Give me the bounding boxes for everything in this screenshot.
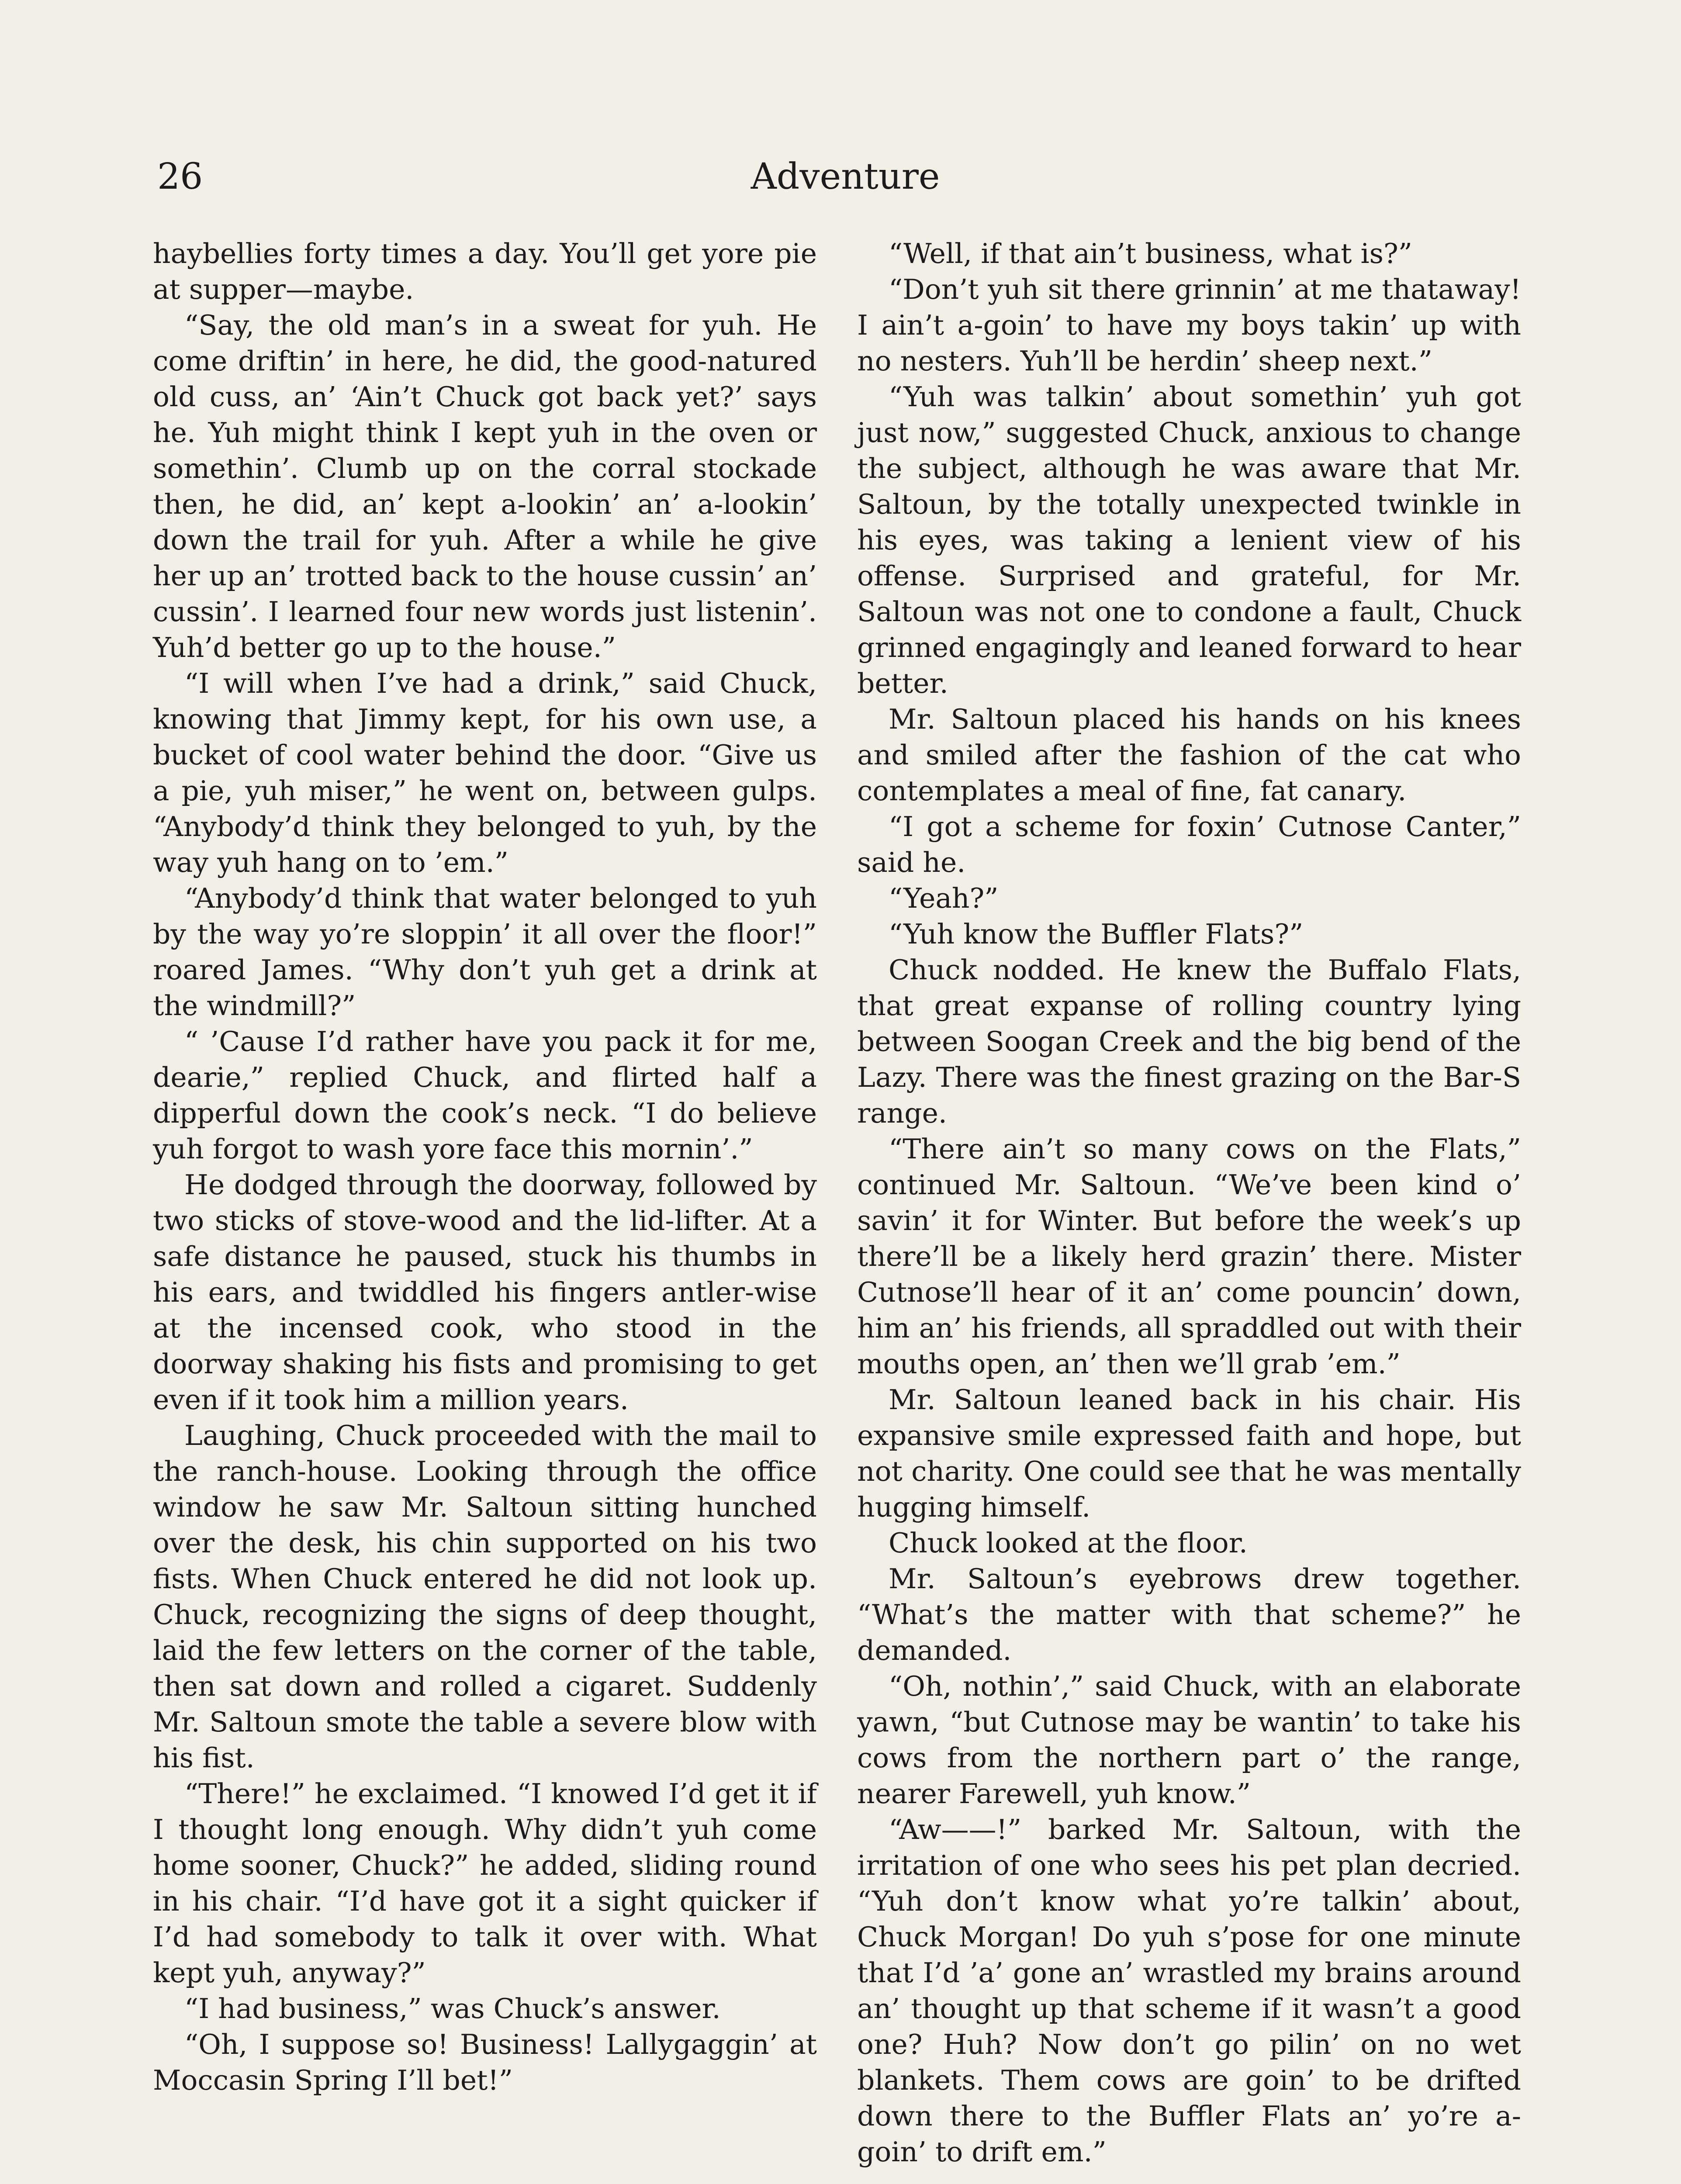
paragraph: Mr. Saltoun leaned back in his chair. His expansive smile expressed faith and hope, but not charity. One could see that he was mentally hugging himself. bbox=[857, 1384, 1521, 1523]
right-column bbox=[857, 236, 1521, 2170]
left-column bbox=[153, 236, 817, 2098]
paragraph: “There ain’t so many cows on the Flats,” continued Mr. Saltoun. “We’ve been kind o’ savin’ it for Winter. But before the week’s up there’ll be a likely herd grazin’ there. Mister Cutnose’ll hear of it an’ come pouncin’ down, him an’ his friends, all spraddled out with their mouths open, an’ then we’ll grab ’em.” bbox=[857, 1133, 1521, 1380]
paragraph: Chuck nodded. He knew the Buffalo Flats, that great expanse of rolling country lying between Soogan Creek and the big bend of the Lazy. There was the finest grazing on the Bar-S range. bbox=[857, 954, 1521, 1129]
paragraph: haybellies forty times a day. You’ll get yore pie at supper—maybe. bbox=[153, 238, 817, 305]
paragraph: “Yuh was talkin’ about somethin’ yuh got just now,” suggested Chuck, anxious to change the subject, although he was aware that Mr. Saltoun, by the totally unexpected twinkle in his eyes, was taking a lenient view of his offense. Surprised and grateful, for Mr. Saltoun was not one to condone a fault, Chuck grinned engagingly and leaned forward to hear better. bbox=[857, 381, 1521, 699]
paragraph: Mr. Saltoun placed his hands on his knees and smiled after the fashion of the cat who contemplates a meal of fine, fat canary. bbox=[857, 703, 1521, 807]
paragraph: “Don’t yuh sit there grinnin’ at me thataway! I ain’t a-goin’ to have my boys takin’ up with no nesters. Yuh’ll be herdin’ sheep next.” bbox=[857, 273, 1521, 377]
paragraph: “Aw——!” barked Mr. Saltoun, with the irritation of one who sees his pet plan decried. “Yuh don’t know what yo’re talkin’ about, Chuck Morgan! Do yuh s’pose for one minute that I’d ’a’ gone an’ wrastled my brains around an’ thought up that scheme if it wasn’t a good one? Huh? Now don’t go pilin’ on no wet blankets. Them cows are goin’ to be drifted down there to the Buffler Flats an’ yo’re a-goin’ to drift em.” bbox=[857, 1814, 1521, 2168]
paragraph: “Say, the old man’s in a sweat for yuh. He come driftin’ in here, he did, the good-natured old cuss, an’ ‘Ain’t Chuck got back yet?’ says he. Yuh might think I kept yuh in the oven or somethin’. Clumb up on the corral stockade then, he did, an’ kept a-lookin’ an’ a-lookin’ down the trail for yuh. After a while he give her up an’ trotted back to the house cussin’ an’ cussin’. I learned four new words just listenin’. Yuh’d better go up to the house.” bbox=[153, 309, 817, 663]
paragraph: Mr. Saltoun’s eyebrows drew together. “What’s the matter with that scheme?” he demanded. bbox=[857, 1563, 1521, 1666]
page-number: 26 bbox=[157, 156, 203, 197]
paragraph: “Yuh know the Buffler Flats?” bbox=[889, 918, 1304, 950]
paragraph: Chuck looked at the floor. bbox=[889, 1527, 1248, 1559]
paragraph: “Yeah?” bbox=[889, 882, 999, 914]
paragraph: “There!” he exclaimed. “I knowed I’d get it if I thought long enough. Why didn’t yuh come home sooner, Chuck?” he added, sliding round in his chair. “I’d have got it a sight quicker if I’d had somebody to talk it over with. What kept yuh, anyway?” bbox=[153, 1778, 817, 1989]
paragraph: “ ’Cause I’d rather have you pack it for me, dearie,” replied Chuck, and flirted half a dipperful down the cook’s neck. “I do believe yuh forgot to wash yore face this mornin’.” bbox=[153, 1026, 817, 1165]
running-title: Adventure bbox=[751, 156, 940, 197]
page-header bbox=[157, 149, 1533, 205]
paragraph: “I got a scheme for foxin’ Cutnose Canter,” said he. bbox=[857, 811, 1521, 878]
paragraph: “Oh, nothin’,” said Chuck, with an elaborate yawn, “but Cutnose may be wantin’ to take his cows from the northern part o’ the range, nearer Farewell, yuh know.” bbox=[857, 1670, 1521, 1810]
paragraph: “I had business,” was Chuck’s answer. bbox=[184, 1993, 721, 2025]
paragraph: He dodged through the doorway, followed by two sticks of stove-wood and the lid-lifter. At a safe distance he paused, stuck his thumbs in his ears, and twiddled his fingers antler-wise at the incensed cook, who stood in the doorway shaking his fists and promising to get even if it took him a million years. bbox=[153, 1169, 817, 1416]
paragraph: “Well, if that ain’t business, what is?” bbox=[889, 238, 1412, 270]
paragraph: “Anybody’d think that water belonged to yuh by the way yo’re sloppin’ it all over the floor!” roared James. “Why don’t yuh get a drink at the windmill?” bbox=[153, 882, 817, 1022]
paragraph: “I will when I’ve had a drink,” said Chuck, knowing that Jimmy kept, for his own use, a bucket of cool water behind the door. “Give us a pie, yuh miser,” he went on, between gulps. “Anybody’d think they belonged to yuh, by the way yuh hang on to ’em.” bbox=[153, 667, 817, 878]
paragraph: Laughing, Chuck proceeded with the mail to the ranch-house. Looking through the office window he saw Mr. Saltoun sitting hunched over the desk, his chin supported on his two fists. When Chuck entered he did not look up. Chuck, recognizing the signs of deep thought, laid the few letters on the corner of the table, then sat down and rolled a cigaret. Suddenly Mr. Saltoun smote the table a severe blow with his fist. bbox=[153, 1420, 817, 1774]
paragraph: “Oh, I suppose so! Business! Lallygaggin’ at Moccasin Spring I’ll bet!” bbox=[153, 2028, 817, 2096]
